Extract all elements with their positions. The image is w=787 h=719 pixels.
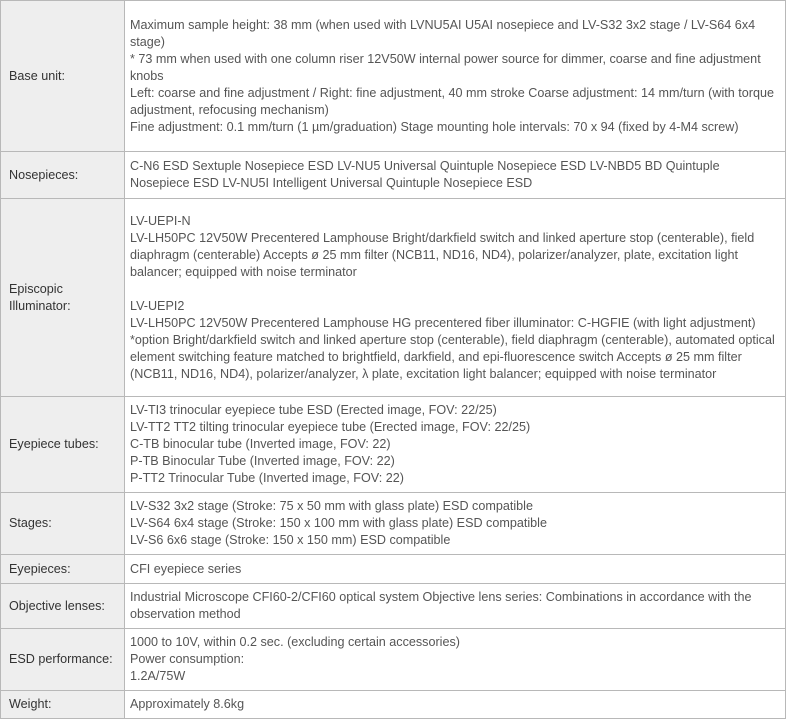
- spec-value-spacer: [130, 281, 779, 298]
- spec-label-cell: [1, 555, 125, 584]
- spec-row-weight: [1, 691, 786, 719]
- spec-label: Eyepieces:: [9, 561, 71, 576]
- spec-label: Weight:: [9, 697, 52, 711]
- spec-value-line: LV-TI3 trinocular eyepiece tube ESD (Erected image, FOV: 22/25): [130, 403, 497, 417]
- spec-value-line: * 73 mm when used with one column riser 12V50W internal power source for dimmer, coarse and fine adjustment knobs: [130, 51, 761, 83]
- spec-value-line: Approximately 8.6kg: [130, 697, 245, 711]
- spec-value-line: 1000 to 10V, within 0.2 sec. (excluding certain accessories): [130, 635, 460, 649]
- spec-label-cell: [1, 629, 125, 691]
- spec-row-objective-lenses: [1, 584, 786, 629]
- spec-value-line: C-TB binocular tube (Inverted image, FOV: 22): [130, 437, 391, 451]
- spec-row-eyepieces: [1, 555, 786, 584]
- spec-label: Nosepieces:: [9, 167, 79, 182]
- spec-label-cell: [1, 397, 125, 493]
- spec-value-cell: [125, 584, 786, 629]
- spec-value-line: LV-LH50PC 12V50W Precentered Lamphouse HG precentered fiber illuminator: C-HGFIE (with light adjustment) *option Bright/darkfield switch and linked aperture stop (centerable), field diaphragm (centerable), automated optical element switching feature matched to brightfield, darkfield, and epi-fluorescence switch Accepts ø 25 mm filter (NCB11, ND16, ND4), polarizer/analyzer, λ plate, excitation light balancer; equipped with noise terminator: [130, 315, 775, 381]
- spec-row-esd-performance: [1, 629, 786, 691]
- spec-value-line: LV-LH50PC 12V50W Precentered Lamphouse Bright/darkfield switch and linked aperture stop (centerable), field diaphragm (centerable) Accepts ø 25 mm filter (NCB11, ND16, ND4), polarizer/analyzer, plate, excitation light balancer; equipped with noise terminator: [130, 230, 755, 279]
- spec-label: Episcopic Illuminator:: [9, 281, 71, 313]
- spec-value-cell: [125, 397, 786, 493]
- spec-label-cell: [1, 199, 125, 397]
- spec-label-cell: [1, 493, 125, 555]
- spec-value-line: LV-UEPI2: [130, 298, 185, 313]
- spec-row-episcopic-illuminator: [1, 199, 786, 397]
- spec-value-line: Left: coarse and fine adjustment / Right: fine adjustment, 40 mm stroke Coarse adjustment: 14 mm/turn (with torque adjustment, refocusing mechanism): [130, 85, 774, 117]
- spec-label-cell: [1, 1, 125, 152]
- spec-row-stages: [1, 493, 786, 555]
- spec-value-line: CFI eyepiece series: [130, 561, 242, 576]
- spec-value-line: Industrial Microscope CFI60-2/CFI60 optical system Objective lens series: Combinations in accordance with the observation method: [130, 590, 752, 621]
- spec-value-line: 1.2A/75W: [130, 669, 186, 683]
- spec-label: ESD performance:: [9, 652, 113, 666]
- spec-value-cell: [125, 555, 786, 584]
- spec-value-line: LV-S64 6x4 stage (Stroke: 150 x 100 mm with glass plate) ESD compatible: [130, 516, 547, 530]
- spec-label: Eyepiece tubes:: [9, 437, 99, 451]
- spec-value-line: P-TT2 Trinocular Tube (Inverted image, FOV: 22): [130, 471, 404, 485]
- spec-label-cell: [1, 584, 125, 629]
- spec-label-cell: [1, 152, 125, 199]
- spec-value-cell: [125, 629, 786, 691]
- spec-value-line: Power consumption:: [130, 652, 245, 666]
- spec-value-cell: [125, 493, 786, 555]
- spec-value-cell: [125, 691, 786, 719]
- spec-value-line: LV-UEPI-N: [130, 213, 191, 228]
- spec-label: Stages:: [9, 516, 52, 530]
- spec-label: Objective lenses:: [9, 598, 105, 613]
- spec-label-cell: [1, 691, 125, 719]
- spec-value-line: LV-S6 6x6 stage (Stroke: 150 x 150 mm) ESD compatible: [130, 533, 451, 547]
- spec-value-line: LV-S32 3x2 stage (Stroke: 75 x 50 mm with glass plate) ESD compatible: [130, 499, 533, 513]
- spec-row-base-unit: [1, 1, 786, 152]
- spec-value-cell: [125, 152, 786, 199]
- spec-value-line: C-N6 ESD Sextuple Nosepiece ESD LV-NU5 Universal Quintuple Nosepiece ESD LV-NBD5 BD Quintuple Nosepiece ESD LV-NU5I Intelligent Universal Quintuple Nosepiece ESD: [130, 159, 720, 190]
- spec-value-line: P-TB Binocular Tube (Inverted image, FOV: 22): [130, 454, 395, 468]
- spec-value-line: LV-TT2 TT2 tilting trinocular eyepiece tube (Erected image, FOV: 22/25): [130, 420, 531, 434]
- spec-value-cell: [125, 199, 786, 397]
- spec-row-eyepiece-tubes: [1, 397, 786, 493]
- spec-row-nosepieces: [1, 152, 786, 199]
- spec-value-cell: [125, 1, 786, 152]
- spec-value-line: Maximum sample height: 38 mm (when used with LVNU5AI U5AI nosepiece and LV-S32 3x2 stage / LV-S64 6x4 stage): [130, 17, 756, 49]
- spec-label: Base unit:: [9, 68, 66, 83]
- spec-value-line: Fine adjustment: 0.1 mm/turn (1 µm/graduation) Stage mounting hole intervals: 70 x 94 (fixed by 4-M4 screw): [130, 119, 739, 134]
